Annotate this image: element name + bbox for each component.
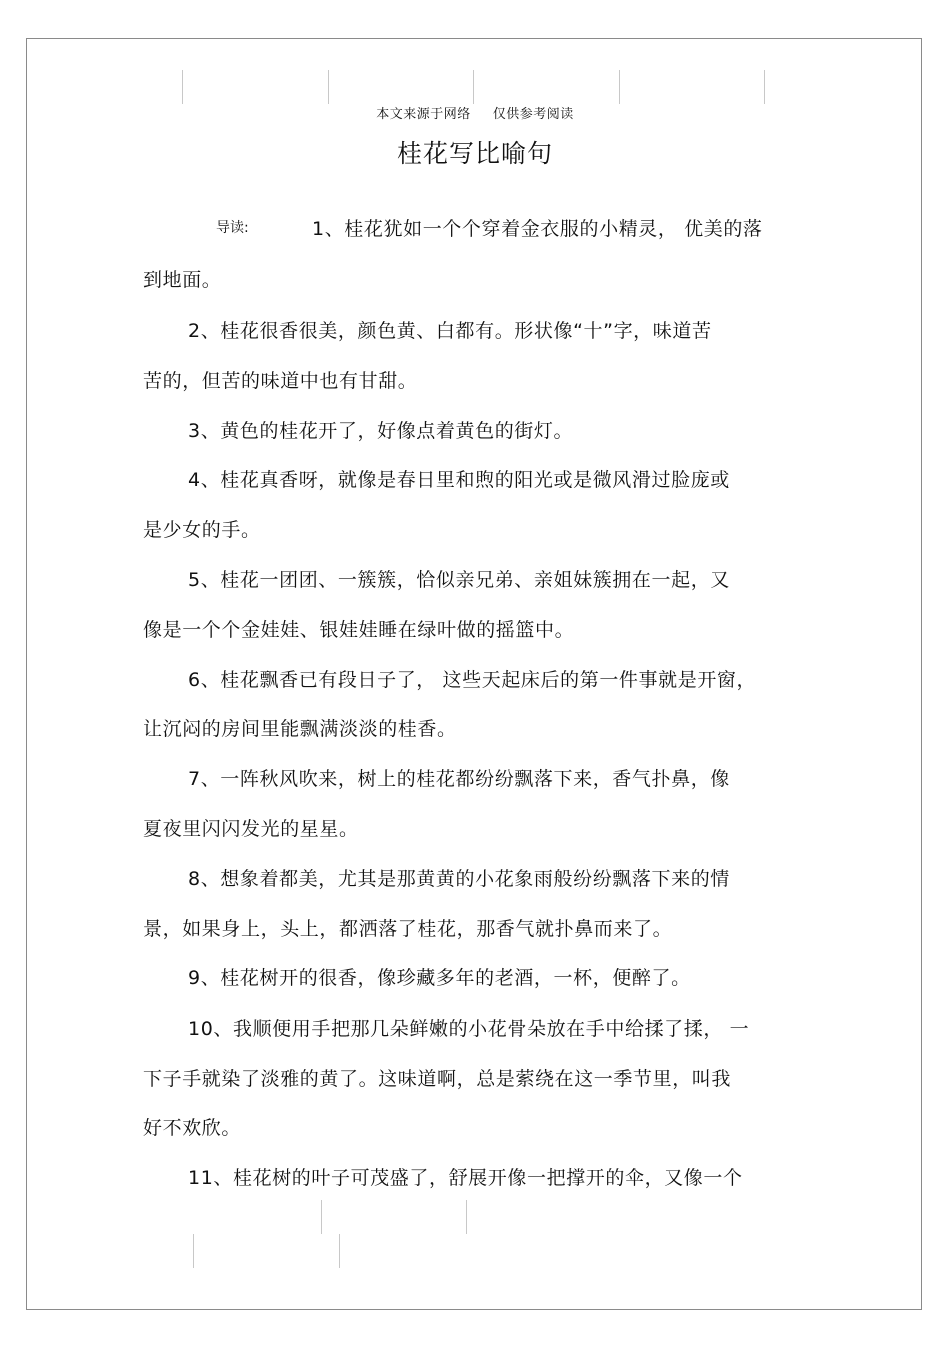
top-divider-5 bbox=[764, 70, 765, 104]
top-divider-3 bbox=[473, 70, 474, 104]
body-line-8: 5、桂花一团团、一簇簇，恰似亲兄弟、亲姐妹簇拥在一起，又 bbox=[188, 569, 730, 591]
body-line-14: 8、想象着都美，尤其是那黄黄的小花象雨般纷纷飘落下来的情 bbox=[188, 868, 730, 890]
body-line-5: 3、黄色的桂花开了，好像点着黄色的街灯。 bbox=[188, 420, 574, 442]
body-line-16: 9、桂花树开的很香，像珍藏多年的老酒，一杯，便醉了。 bbox=[188, 967, 691, 989]
page-title: 桂花写比喻句 bbox=[396, 139, 553, 168]
bottom-divider-2 bbox=[466, 1200, 467, 1234]
body-line-12: 7、一阵秋风吹来，树上的桂花都纷纷飘落下来，香气扑鼻，像 bbox=[188, 768, 730, 790]
top-divider-4 bbox=[619, 70, 620, 104]
intro-label: 导读: bbox=[216, 220, 249, 236]
body-line-19: 好不欢欣。 bbox=[143, 1117, 242, 1139]
body-line-20: 11、桂花树的叶子可茂盛了，舒展开像一把撑开的伞，又像一个 bbox=[188, 1167, 743, 1189]
source-note bbox=[0, 103, 950, 122]
reference-note-text: 仅供参考阅读 bbox=[492, 107, 574, 122]
body-line-7: 是少女的手。 bbox=[143, 519, 261, 541]
bottom-divider-4 bbox=[339, 1234, 340, 1268]
body-line-17: 10、我顺便用手把那几朵鲜嫩的小花骨朵放在手中给揉了揉， 一 bbox=[188, 1018, 750, 1040]
body-line-3: 2、桂花很香很美，颜色黄、白都有。形状像“十”字，味道苦 bbox=[188, 320, 712, 342]
top-divider-2 bbox=[328, 70, 329, 104]
top-divider-1 bbox=[182, 70, 183, 104]
source-note-text: 本文来源于网络 bbox=[376, 107, 471, 122]
body-line-2: 到地面。 bbox=[143, 269, 222, 291]
body-line-6: 4、桂花真香呀，就像是春日里和煦的阳光或是微风滑过脸庞或 bbox=[188, 469, 730, 491]
body-line-18: 下子手就染了淡雅的黄了。这味道啊，总是萦绕在这一季节里，叫我 bbox=[143, 1068, 732, 1090]
body-line-13: 夏夜里闪闪发光的星星。 bbox=[143, 818, 359, 840]
bottom-divider-1 bbox=[321, 1200, 322, 1234]
body-line-15: 景，如果身上，头上，都洒落了桂花，那香气就扑鼻而来了。 bbox=[143, 918, 673, 940]
bottom-divider-3 bbox=[193, 1234, 194, 1268]
body-line-4: 苦的，但苦的味道中也有甘甜。 bbox=[143, 370, 418, 392]
body-line-11: 让沉闷的房间里能飘满淡淡的桂香。 bbox=[143, 718, 457, 740]
body-line-1: 1、桂花犹如一个个穿着金衣服的小精灵， 优美的落 bbox=[312, 218, 763, 240]
body-line-9: 像是一个个金娃娃、银娃娃睡在绿叶做的摇篮中。 bbox=[143, 619, 575, 641]
body-line-10: 6、桂花飘香已有段日子了， 这些天起床后的第一件事就是开窗， bbox=[188, 669, 757, 691]
